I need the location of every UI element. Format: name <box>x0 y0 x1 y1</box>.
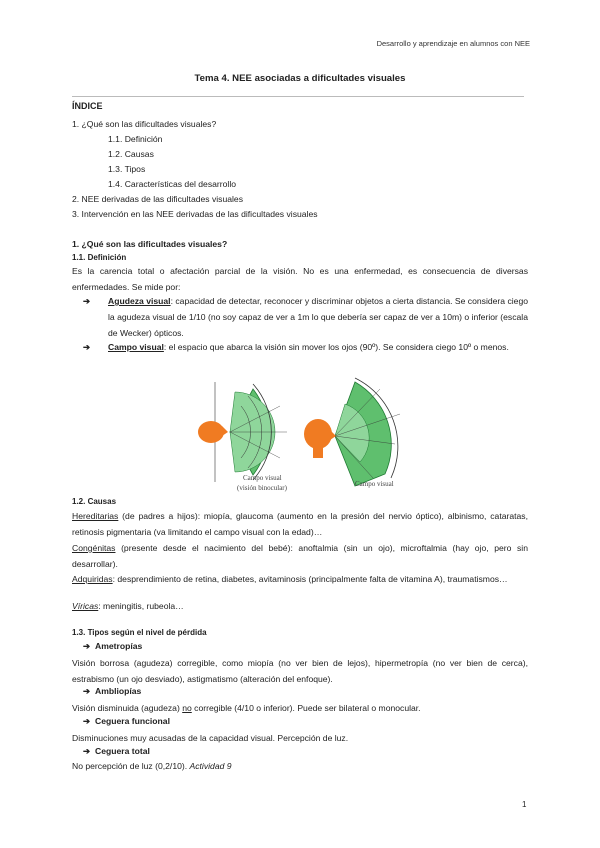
page-title: Tema 4. NEE asociadas a dificultades visuales <box>194 73 406 84</box>
ceguera-funcional-text: Disminuciones muy acusadas de la capacidad visual. Percepción de luz. <box>72 733 349 743</box>
subsection-heading: 1.1. Definición <box>72 253 127 262</box>
arrow-icon: ➔ <box>83 716 91 726</box>
binocular-field-diagram <box>198 382 287 482</box>
tipo-ametropias: ➔ Ametropías <box>83 641 143 651</box>
tipo-ceguera-funcional: ➔ Ceguera funcional <box>83 716 170 726</box>
index-item: 2. NEE derivadas de las dificultades visuales <box>72 194 244 204</box>
index-item: 1.1. Definición <box>108 134 163 144</box>
index-item: 1. ¿Qué son las dificultades visuales? <box>72 119 217 129</box>
fig-label-left-sub: (visión binocular) <box>237 484 287 492</box>
visual-field-figure <box>195 374 410 499</box>
fig-label-left: Campo visual <box>243 474 282 482</box>
arrow-icon: ➔ <box>83 641 91 651</box>
causas-adquiridas: Adquiridas: desprendimiento de retina, diabetes, avitaminosis (principalmente falta de vitamina A), traumatismos… <box>72 574 508 584</box>
ametropias-text: Visión borrosa (agudeza) corregible, como miopía (no ver bien de lejos), hipermetropía (no ver bien de cerca), estrabismo (un ojo desviado), astigmatismo (alteración del enfoque). <box>72 658 528 684</box>
running-header: Desarrollo y aprendizaje en alumnos con NEE <box>376 39 530 48</box>
monocular-field-diagram <box>304 378 400 486</box>
causas-congenitas: Congénitas (presente desde el nacimiento del bebé): anoftalmia (sin un ojo), microftalmia (hay ojo, pero sin desarrollar). <box>72 543 528 569</box>
title-divider <box>72 96 524 97</box>
arrow-icon: ➔ <box>83 746 91 756</box>
index-item: 3. Intervención en las NEE derivadas de las dificultades visuales <box>72 209 318 219</box>
ambliopias-text: Visión disminuida (agudeza) no corregible (4/10 o inferior). Puede ser bilateral o monocular. <box>72 703 421 713</box>
fig-label-right: Campo visual <box>355 480 394 488</box>
activity-reference: Actividad 9 <box>189 761 232 771</box>
ceguera-total-text: No percepción de luz (0,2/10). Actividad 9 <box>72 761 232 771</box>
causas-hereditarias: Hereditarias (de padres a hijos): miopía, glaucoma (aumento en la presión del nervio óptico), albinismo, cataratas, retinosis pigmentaria (va limitando el campo visual con la edad)… <box>72 511 528 537</box>
definition-paragraph: Es la carencia total o afectación parcial de la visión. No es una enfermedad, es consecuencia de diversas enfermedades. Se mide por: <box>72 266 528 292</box>
arrow-icon: ➔ <box>83 342 91 352</box>
subsection-heading: 1.3. Tipos según el nivel de pérdida <box>72 628 207 637</box>
causas-viricas: Víricas: meningitis, rubeola… <box>72 601 184 611</box>
section-heading: 1. ¿Qué son las dificultades visuales? <box>72 239 228 249</box>
bullet-agudeza: ➔ Agudeza visual: capacidad de detectar, reconocer y discriminar objetos a cierta distancia. Se considera ciego la agudeza visual de 1/10 (no soy capaz de ver a 1m lo que debería ser capaz de ver a 10m) o inferior (escala de Wecker) ópticos. <box>83 293 528 341</box>
subsection-heading: 1.2. Causas <box>72 497 117 506</box>
index-item: 1.3. Tipos <box>108 164 146 174</box>
tipo-ceguera-total: ➔ Ceguera total <box>83 746 150 756</box>
index-heading: ÍNDICE <box>72 101 103 111</box>
bullet-campo: ➔ Campo visual: el espacio que abarca la visión sin mover los ojos (90º). Se considera ciego 10º o menos. <box>83 339 528 355</box>
page-number: 1 <box>522 800 527 809</box>
index-item: 1.4. Características del desarrollo <box>108 179 237 189</box>
index-item: 1.2. Causas <box>108 149 154 159</box>
arrow-icon: ➔ <box>83 686 91 696</box>
arrow-icon: ➔ <box>83 296 91 306</box>
tipo-ambliopias: ➔ Ambliopías <box>83 686 142 696</box>
